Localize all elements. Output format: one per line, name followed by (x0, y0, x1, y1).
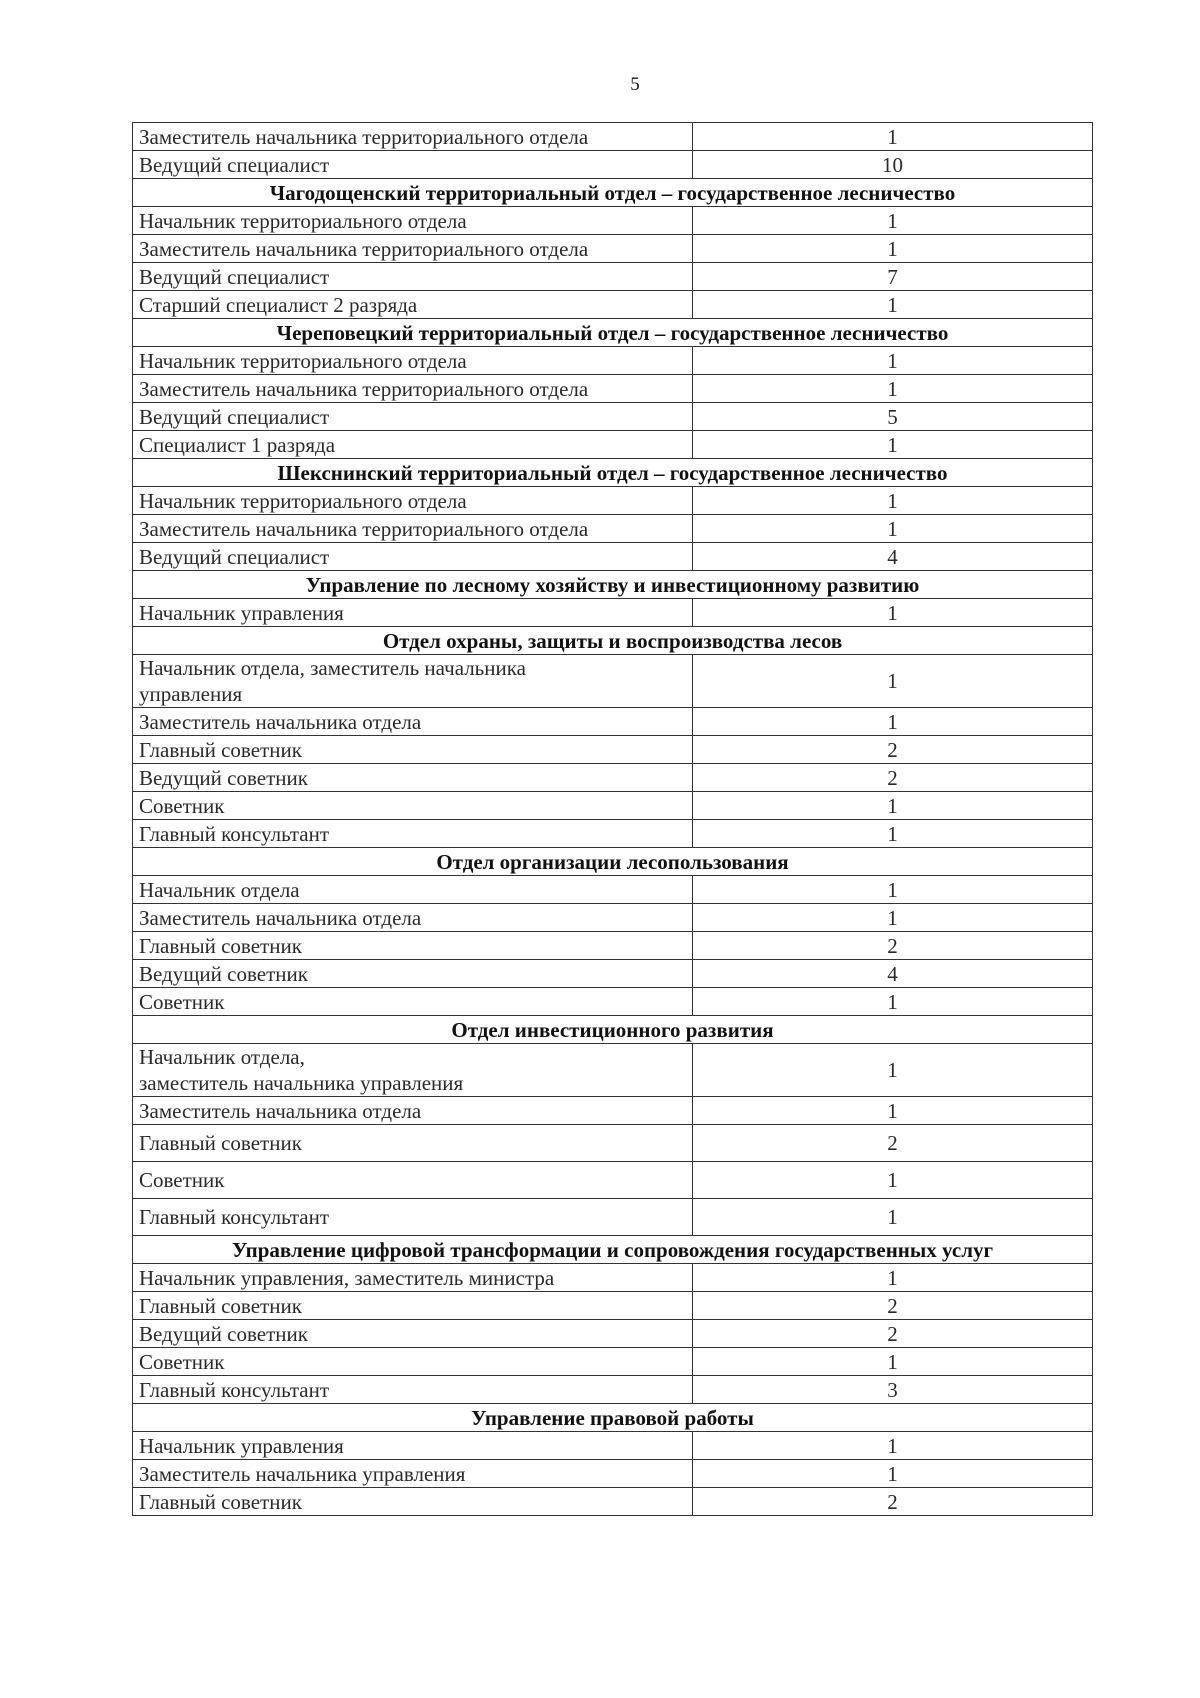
table-row (133, 123, 1093, 151)
position-cell: Главный советник (133, 736, 693, 764)
table-row (133, 960, 1093, 988)
position-cell: Начальник управления (133, 599, 693, 627)
count-cell: 1 (693, 708, 1093, 736)
table-row (133, 988, 1093, 1016)
table-row (133, 1432, 1093, 1460)
section-header-row (133, 1404, 1093, 1432)
position-cell: Ведущий специалист (133, 543, 693, 571)
table-row (133, 1162, 1093, 1199)
table-row (133, 1044, 1093, 1097)
position-cell: Ведущий советник (133, 960, 693, 988)
position-cell: Ведущий специалист (133, 151, 693, 179)
position-cell: Заместитель начальника территориального отдела (133, 375, 693, 403)
count-cell: 2 (693, 1125, 1093, 1162)
table-row (133, 515, 1093, 543)
position-cell: Заместитель начальника отдела (133, 904, 693, 932)
section-title: Отдел организации лесопользования (133, 848, 1093, 876)
section-title: Череповецкий территориальный отдел – государственное лесничество (133, 319, 1093, 347)
table-row (133, 1460, 1093, 1488)
position-cell: Заместитель начальника территориального отдела (133, 123, 693, 151)
position-cell: Главный консультант (133, 1376, 693, 1404)
position-cell: Заместитель начальника отдела (133, 708, 693, 736)
section-title: Чагодощенский территориальный отдел – государственное лесничество (133, 179, 1093, 207)
table-row (133, 431, 1093, 459)
count-cell: 1 (693, 792, 1093, 820)
count-cell: 2 (693, 1292, 1093, 1320)
count-cell: 2 (693, 1320, 1093, 1348)
count-cell: 1 (693, 1460, 1093, 1488)
count-cell: 1 (693, 291, 1093, 319)
table-row (133, 1488, 1093, 1516)
table-row (133, 1199, 1093, 1236)
position-cell: Начальник территориального отдела (133, 487, 693, 515)
position-cell: Советник (133, 988, 693, 1016)
position-cell: Ведущий советник (133, 764, 693, 792)
count-cell: 1 (693, 1044, 1093, 1097)
count-cell: 1 (693, 123, 1093, 151)
count-cell: 1 (693, 1348, 1093, 1376)
table-row (133, 655, 1093, 708)
count-cell: 1 (693, 1432, 1093, 1460)
count-cell: 2 (693, 932, 1093, 960)
count-cell: 1 (693, 1199, 1093, 1236)
position-cell: Ведущий специалист (133, 263, 693, 291)
section-header-row (133, 459, 1093, 487)
section-title: Управление цифровой трансформации и сопровождения государственных услуг (133, 1236, 1093, 1264)
position-cell: Главный советник (133, 932, 693, 960)
section-header-row (133, 1236, 1093, 1264)
table-row (133, 1348, 1093, 1376)
section-title: Отдел охраны, защиты и воспроизводства лесов (133, 627, 1093, 655)
table-row (133, 543, 1093, 571)
position-cell: Ведущий специалист (133, 403, 693, 431)
position-cell: Советник (133, 1162, 693, 1199)
count-cell: 4 (693, 543, 1093, 571)
table-row (133, 1376, 1093, 1404)
table-row (133, 1292, 1093, 1320)
table-row (133, 1125, 1093, 1162)
section-title: Управление по лесному хозяйству и инвестиционному развитию (133, 571, 1093, 599)
count-cell: 4 (693, 960, 1093, 988)
position-cell: Главный консультант (133, 1199, 693, 1236)
section-title: Отдел инвестиционного развития (133, 1016, 1093, 1044)
table-row (133, 291, 1093, 319)
count-cell: 1 (693, 1162, 1093, 1199)
count-cell: 1 (693, 375, 1093, 403)
table-row (133, 932, 1093, 960)
table-row (133, 820, 1093, 848)
count-cell: 10 (693, 151, 1093, 179)
count-cell: 1 (693, 904, 1093, 932)
position-cell: Советник (133, 1348, 693, 1376)
page-number: 5 (630, 74, 640, 95)
count-cell: 1 (693, 1097, 1093, 1125)
count-cell: 1 (693, 988, 1093, 1016)
position-cell: Начальник территориального отдела (133, 347, 693, 375)
position-cell: Начальник управления (133, 1432, 693, 1460)
count-cell: 1 (693, 599, 1093, 627)
position-cell: Начальник управления, заместитель министра (133, 1264, 693, 1292)
table-row (133, 708, 1093, 736)
position-cell: Главный советник (133, 1125, 693, 1162)
table-row (133, 403, 1093, 431)
section-header-row (133, 571, 1093, 599)
position-cell: Старший специалист 2 разряда (133, 291, 693, 319)
count-cell: 1 (693, 347, 1093, 375)
position-cell: Начальник отдела, заместитель начальника управления (133, 655, 693, 708)
position-cell: Начальник отдела (133, 876, 693, 904)
position-cell: Главный консультант (133, 820, 693, 848)
staffing-table-body (133, 123, 1093, 1516)
table-row (133, 263, 1093, 291)
table-row (133, 151, 1093, 179)
position-cell: Начальник территориального отдела (133, 207, 693, 235)
count-cell: 1 (693, 515, 1093, 543)
position-cell: Заместитель начальника отдела (133, 1097, 693, 1125)
position-cell: Главный советник (133, 1488, 693, 1516)
table-row (133, 736, 1093, 764)
count-cell: 1 (693, 876, 1093, 904)
count-cell: 1 (693, 655, 1093, 708)
count-cell: 1 (693, 431, 1093, 459)
position-cell: Заместитель начальника управления (133, 1460, 693, 1488)
table-row (133, 792, 1093, 820)
section-title: Управление правовой работы (133, 1404, 1093, 1432)
position-cell: Начальник отдела, заместитель начальника управления (133, 1044, 693, 1097)
table-row (133, 904, 1093, 932)
position-cell: Ведущий советник (133, 1320, 693, 1348)
count-cell: 2 (693, 1488, 1093, 1516)
section-header-row (133, 627, 1093, 655)
count-cell: 1 (693, 235, 1093, 263)
table-row (133, 1320, 1093, 1348)
section-header-row (133, 319, 1093, 347)
table-row (133, 347, 1093, 375)
count-cell: 3 (693, 1376, 1093, 1404)
count-cell: 7 (693, 263, 1093, 291)
position-cell: Советник (133, 792, 693, 820)
count-cell: 1 (693, 820, 1093, 848)
position-cell: Главный советник (133, 1292, 693, 1320)
section-title: Шекснинский территориальный отдел – государственное лесничество (133, 459, 1093, 487)
section-header-row (133, 848, 1093, 876)
position-cell: Заместитель начальника территориального отдела (133, 515, 693, 543)
staffing-table (132, 122, 1093, 1516)
table-row (133, 1264, 1093, 1292)
position-cell: Заместитель начальника территориального отдела (133, 235, 693, 263)
count-cell: 1 (693, 487, 1093, 515)
count-cell: 5 (693, 403, 1093, 431)
count-cell: 1 (693, 1264, 1093, 1292)
table-row (133, 375, 1093, 403)
table-row (133, 1097, 1093, 1125)
count-cell: 2 (693, 736, 1093, 764)
section-header-row (133, 179, 1093, 207)
table-row (133, 599, 1093, 627)
table-row (133, 764, 1093, 792)
table-row (133, 487, 1093, 515)
position-cell: Специалист 1 разряда (133, 431, 693, 459)
section-header-row (133, 1016, 1093, 1044)
table-row (133, 235, 1093, 263)
count-cell: 1 (693, 207, 1093, 235)
count-cell: 2 (693, 764, 1093, 792)
table-row (133, 876, 1093, 904)
table-row (133, 207, 1093, 235)
